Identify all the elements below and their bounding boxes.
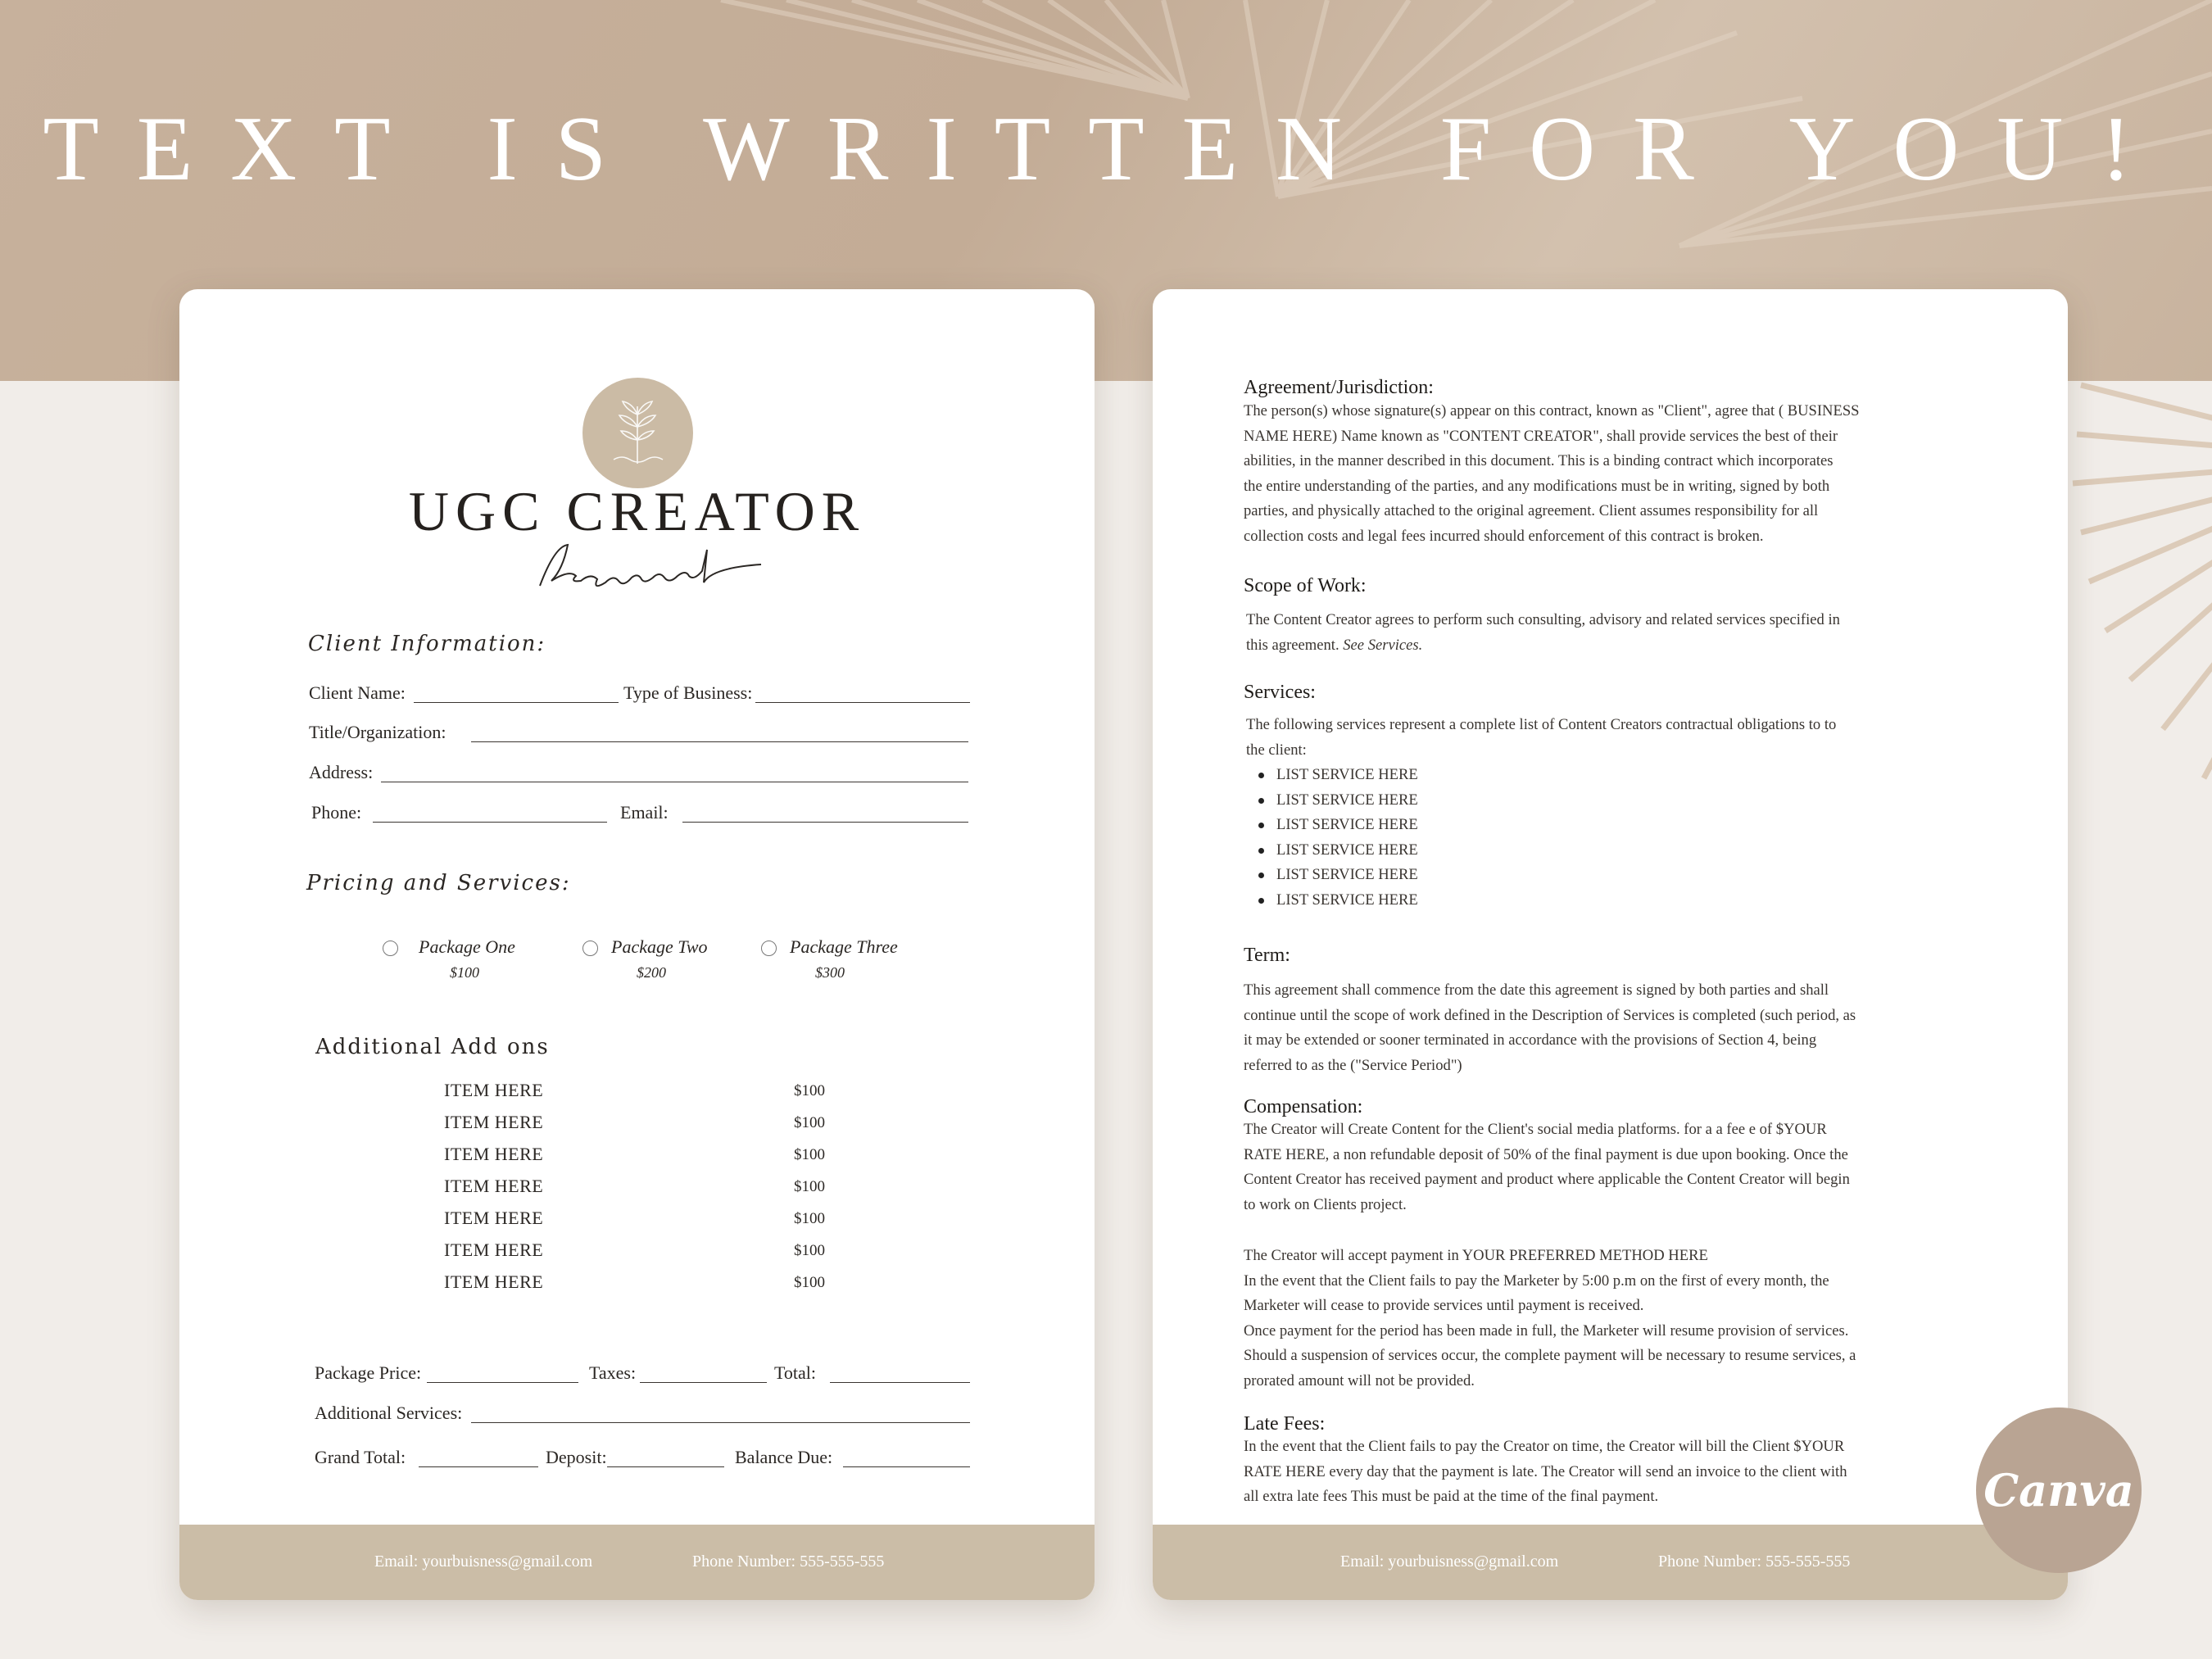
page-footer <box>1153 1525 2068 1600</box>
package-two-price: $200 <box>637 964 666 981</box>
package-price-field[interactable] <box>427 1382 578 1383</box>
plant-logo-icon <box>582 378 693 488</box>
title-org-field[interactable] <box>471 741 968 742</box>
balance-due-field[interactable] <box>843 1466 970 1467</box>
services-intro <box>1246 713 1988 763</box>
addon-price: $100 <box>794 1178 825 1195</box>
addons-heading: Additional Add ons <box>315 1035 550 1059</box>
balance-due-label: Balance Due: <box>735 1447 833 1467</box>
addon-item: ITEM HERE <box>444 1144 544 1164</box>
term-heading: Term: <box>1244 945 1290 966</box>
addon-item: ITEM HERE <box>444 1112 544 1132</box>
agreement-line: collection costs and legal fees incurred should enforcement of this contract is broken. <box>1244 527 1764 545</box>
addon-row <box>179 1144 1095 1176</box>
addon-item: ITEM HERE <box>444 1080 544 1100</box>
client-name-label: Client Name: <box>309 682 406 703</box>
package-one-price: $100 <box>450 964 479 981</box>
footer-phone: Phone Number: 555-555-555 <box>692 1552 885 1571</box>
list-item: LIST SERVICE HERE <box>1244 763 1735 788</box>
deposit-field[interactable] <box>607 1466 724 1467</box>
compensation-text <box>1244 1117 1985 1217</box>
headline: TEXT IS WRITTEN FOR YOU! <box>43 98 2169 200</box>
deposit-label: Deposit: <box>546 1447 607 1467</box>
payment-line: Marketer will cease to provide services until payment is received. <box>1244 1297 1644 1315</box>
term-line: continue until the scope of work defined in the Description of Services is completed (such period, as <box>1244 1006 1856 1024</box>
addon-price: $100 <box>794 1274 825 1291</box>
type-of-business-field[interactable] <box>755 702 970 703</box>
page-footer <box>179 1525 1095 1600</box>
package-two-name: Package Two <box>611 936 708 957</box>
services-list <box>1244 763 1735 913</box>
addon-row <box>179 1176 1095 1208</box>
agreement-page-terms <box>1153 289 2068 1600</box>
scope-line-text: this agreement. <box>1246 636 1344 654</box>
taxes-label: Taxes: <box>589 1362 637 1383</box>
payment-line: Should a suspension of services occur, the complete payment will be necessary to resume services, a <box>1244 1347 1856 1365</box>
additional-services-label: Additional Services: <box>315 1403 463 1423</box>
late-fees-line: In the event that the Client fails to pay the Creator on time, the Creator will bill the Client $YOUR <box>1244 1438 1845 1455</box>
addon-price: $100 <box>794 1242 825 1259</box>
compensation-heading: Compensation: <box>1244 1096 1363 1117</box>
list-item: LIST SERVICE HERE <box>1244 888 1735 913</box>
compensation-line: RATE HERE, a non refundable deposit of 50% of the final payment is due upon booking. Once the <box>1244 1145 1848 1163</box>
agreement-page-front <box>179 289 1095 1600</box>
agreement-heading: Agreement/Jurisdiction: <box>1244 377 1434 398</box>
term-line: This agreement shall commence from the date this agreement is signed by both parties and shall <box>1244 981 1829 999</box>
phone-field[interactable] <box>373 822 607 823</box>
addon-price: $100 <box>794 1146 825 1163</box>
compensation-line: to work on Clients project. <box>1244 1195 1407 1213</box>
list-item: LIST SERVICE HERE <box>1244 813 1735 838</box>
pricing-heading: Pricing and Services: <box>306 871 571 895</box>
payment-text <box>1244 1244 1985 1394</box>
late-fees-line: all extra late fees This must be paid at the time of the final payment. <box>1244 1488 1659 1506</box>
package-three-price: $300 <box>815 964 845 981</box>
additional-services-field[interactable] <box>471 1422 970 1423</box>
address-label: Address: <box>309 762 374 782</box>
addon-row <box>179 1208 1095 1240</box>
list-item: LIST SERVICE HERE <box>1244 788 1735 814</box>
total-field[interactable] <box>830 1382 970 1383</box>
logo-script-agreement <box>532 535 769 601</box>
package-one-radio[interactable] <box>383 941 398 956</box>
footer-email: Email: yourbuisness@gmail.com <box>374 1552 593 1571</box>
email-field[interactable] <box>682 822 968 823</box>
grand-total-label: Grand Total: <box>315 1447 406 1467</box>
client-name-field[interactable] <box>414 702 619 703</box>
canva-badge: Canva <box>1976 1407 2142 1573</box>
scope-text <box>1246 608 1988 658</box>
scope-see-services: See Services. <box>1343 636 1423 654</box>
addon-row <box>179 1112 1095 1144</box>
addon-row <box>179 1080 1095 1112</box>
agreement-line: The person(s) whose signature(s) appear on this contract, known as "Client", agree that ( BUSINESS <box>1244 402 1860 419</box>
payment-line: The Creator will accept payment in YOUR PREFERRED METHOD HERE <box>1244 1247 1708 1264</box>
late-fees-text <box>1244 1435 1985 1510</box>
package-one-name: Package One <box>419 936 515 957</box>
taxes-field[interactable] <box>640 1382 767 1383</box>
payment-line: In the event that the Client fails to pay the Marketer by 5:00 p.m on the first of every month, the <box>1244 1271 1829 1290</box>
agreement-line: the entire understanding of the parties, and any modifications must be in writing, signed by both <box>1244 477 1830 495</box>
agreement-line: abilities, in the manner described in this document. This is a binding contract which incorporates <box>1244 452 1834 470</box>
scope-line: The Content Creator agrees to perform such consulting, advisory and related services specified in <box>1246 611 1840 628</box>
compensation-line: Content Creator has received payment and product where applicable the Content Creator will begin <box>1244 1171 1850 1189</box>
footer-email: Email: yourbuisness@gmail.com <box>1340 1552 1559 1571</box>
addon-item: ITEM HERE <box>444 1271 544 1292</box>
addon-item: ITEM HERE <box>444 1208 544 1228</box>
footer-phone: Phone Number: 555-555-555 <box>1658 1552 1851 1571</box>
addon-item: ITEM HERE <box>444 1176 544 1196</box>
services-line: the client: <box>1246 741 1307 759</box>
term-text <box>1244 978 1985 1078</box>
payment-line: prorated amount will not be provided. <box>1244 1371 1475 1389</box>
grand-total-field[interactable] <box>419 1466 538 1467</box>
agreement-line: NAME HERE) Name known as "CONTENT CREATOR", shall provide services the best of their <box>1244 427 1838 445</box>
list-item: LIST SERVICE HERE <box>1244 838 1735 863</box>
addon-row <box>179 1271 1095 1303</box>
compensation-line: The Creator will Create Content for the Client's social media platforms. for a a fee e of $YOUR <box>1244 1121 1827 1138</box>
logo-emblem <box>582 378 693 488</box>
logo-title: UGC CREATOR <box>408 480 866 542</box>
services-heading: Services: <box>1244 682 1316 703</box>
agreement-text <box>1244 399 1985 550</box>
phone-label: Phone: <box>311 802 362 823</box>
late-fees-heading: Late Fees: <box>1244 1413 1326 1435</box>
scope-heading: Scope of Work: <box>1244 575 1367 596</box>
total-label: Total: <box>774 1362 817 1383</box>
scope-line <box>1246 633 1988 659</box>
package-three-radio[interactable] <box>761 941 777 956</box>
term-line: it may be extended or sooner terminated in accordance with the provisions of Section 4, being <box>1244 1031 1817 1049</box>
package-three-name: Package Three <box>790 936 898 957</box>
addon-row <box>179 1240 1095 1271</box>
list-item: LIST SERVICE HERE <box>1244 863 1735 888</box>
term-line: referred to as the ("Service Period") <box>1244 1056 1462 1074</box>
title-org-label: Title/Organization: <box>309 722 446 742</box>
email-label: Email: <box>620 802 669 823</box>
package-two-radio[interactable] <box>582 941 598 956</box>
addon-price: $100 <box>794 1082 825 1099</box>
payment-line: Once payment for the period has been made in full, the Marketer will resume provision of services. <box>1244 1321 1849 1339</box>
client-info-heading: Client Information: <box>308 632 546 656</box>
package-price-label: Package Price: <box>315 1362 422 1383</box>
addon-item: ITEM HERE <box>444 1240 544 1260</box>
addon-price: $100 <box>794 1210 825 1227</box>
late-fees-line: RATE HERE every day that the payment is late. The Creator will send an invoice to the client with <box>1244 1462 1847 1480</box>
type-of-business-label: Type of Business: <box>623 682 753 703</box>
agreement-line: parties, and physically attached to the original agreement. Client assumes responsibility for all <box>1244 502 1819 520</box>
services-line: The following services represent a complete list of Content Creators contractual obligations to to <box>1246 716 1837 733</box>
addon-price: $100 <box>794 1114 825 1131</box>
